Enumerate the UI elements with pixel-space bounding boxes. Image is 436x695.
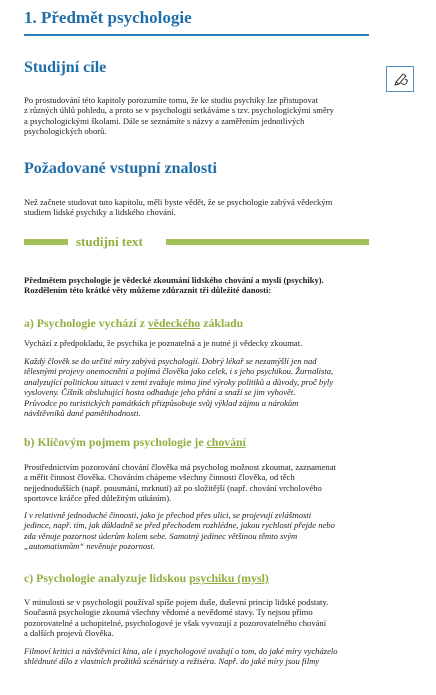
section-b-example-line-2: jedince, např. tím, jak důkladně se před přechodem rozhlédne, jakou rychlostí přejde nebo <box>24 520 335 531</box>
section-c-text <box>24 597 374 639</box>
section-c-example-line-2: shlédnuté dílo z vlastních prožitků scénáristy a režiséra. Např. do jaké míry jsou filmy <box>24 656 320 667</box>
study-text-bar-left <box>24 239 68 245</box>
section-b-text-line-1: Prostřednictvím pozorování chování člověka má psycholog možnost zkoumat, zaznamenat <box>24 462 336 472</box>
section-b-heading <box>24 435 246 450</box>
section-c-example <box>24 646 374 667</box>
section-a-example-line-2: tělesnými projevy onemocnění a pojímá člověka jako celek, i s jeho psychikou. Žurnalista, <box>24 366 334 377</box>
section-b-text-line-2: a měřit činnost člověka. Chováním chápeme všechny činnosti člověka, od těch <box>24 472 295 483</box>
prereq-line-2: studiem lidské psychiky a lidského chování. <box>24 207 176 218</box>
section-c-text-line-4: a dalších projevů člověka. <box>24 628 114 639</box>
goals-paragraph <box>24 95 369 137</box>
chapter-title-rule <box>24 34 369 36</box>
section-b-text <box>24 462 374 504</box>
intro-line-2: Rozdělením této krátké věty můžeme zdůraznit tři důležité danosti: <box>24 285 272 296</box>
chapter-title: 1. Předmět psychologie <box>24 8 192 27</box>
section-a-example-line-5: Průvodce po turistických památkách přizpůsobuje svůj výklad zájmu a nárokům <box>24 397 299 408</box>
section-c-heading <box>24 571 269 586</box>
intro-line-1: Předmětem psychologie je vědecké zkoumání lidského chování a mysli (psychiky). <box>24 275 324 285</box>
section-a-example-line-3: analyzující politickou situaci v zemi zvažuje mimo jiné výroky politiků a důvody, proč byly <box>24 376 334 387</box>
section-b-example <box>24 510 374 552</box>
section-b-example-line-1: I v relativně jednoduché činnosti, jako je přechod přes ulici, se projevují zvláštnosti <box>24 510 312 520</box>
prerequisites-paragraph <box>24 197 369 218</box>
section-c-example-line-1: Filmoví kritici a návštěvníci kina, ale i psychologové uvažují o tom, do jaké míry vycházelo <box>24 646 338 656</box>
section-b-heading-prefix: b) Klíčovým pojmem psychologie je <box>24 435 207 449</box>
section-a-heading-prefix: a) Psychologie vychází z <box>24 316 148 330</box>
section-c-text-line-3: pozorovatelné a uchopitelné, psychologové je však vyvozují z pozorovatelného chování <box>24 617 327 628</box>
section-c-heading-prefix: c) Psychologie analyzuje lidskou <box>24 571 190 585</box>
section-a-heading-suffix: základu <box>200 316 244 330</box>
goals-line-3: a psychologickými školami. Dále se seznámíte s názvy a zaměřením jednotlivých <box>24 115 305 126</box>
section-b-heading-link[interactable]: chování <box>206 435 246 449</box>
prerequisites-heading: Požadované vstupní znalosti <box>24 160 217 177</box>
section-b-example-line-4: „automatismům“ nevěnuje pozornost. <box>24 541 156 552</box>
goals-line-1: Po prostudování této kapitoly porozumíte tomu, že ke studiu psychiky lze přistupovat <box>24 95 319 105</box>
section-a-example <box>24 356 374 418</box>
intro-paragraph <box>24 275 374 296</box>
note-icon-box <box>386 66 414 92</box>
study-text-label: studijní text <box>76 234 143 249</box>
section-a-heading <box>24 316 243 331</box>
study-text-bar-right <box>166 239 369 245</box>
section-a-example-line-4: vysloveny. Číšník obsluhující hosta odhaduje jeho přání a snaží se jim vyhovět. <box>24 387 296 398</box>
section-b-text-line-4: sportovce kráčce před důležitým utkáním). <box>24 493 172 504</box>
section-c-heading-link[interactable]: psychiku (mysl) <box>189 571 269 585</box>
section-a-example-line-6: návštěvníků dané pamětihodnosti. <box>24 408 141 419</box>
pencil-hand-icon <box>387 67 413 91</box>
section-b-text-line-3: nejjednodušších (např. pousmání, mrknutí) až po složitější (např. chování vrcholového <box>24 482 322 493</box>
section-c-text-line-2: Současná psychologie zkoumá všechny vědomé a nevědomé stavy. Ty nejsou přímo <box>24 607 313 618</box>
prereq-line-1: Než začnete studovat tuto kapitolu, měli byste vědět, že se psychologie zabývá vědeckým <box>24 197 333 207</box>
section-a-heading-link[interactable]: vědeckého <box>147 316 201 330</box>
section-a-example-line-1: Každý člověk se do určité míry zabývá psychologií. Dobrý lékař se nezamýšlí jen nad <box>24 356 317 366</box>
section-a-text: Vychází z předpokladu, že psychika je poznatelná a je nutné ji vědecky zkoumat. <box>24 338 303 348</box>
goals-line-2: z různých úhlů pohledu, a proto se v psychologii setkáváme s tzv. psychologickými směry <box>24 105 334 116</box>
goals-heading: Studijní cíle <box>24 59 107 76</box>
section-b-example-line-3: zda věnuje pozornost úderům kolem sebe. Samotný jedinec většinou těmto svým <box>24 530 298 541</box>
goals-line-4: psychologických oborů. <box>24 126 107 137</box>
section-c-text-line-1: V minulosti se v psychologii používal spíše pojem duše, duševní princip lidské podstaty. <box>24 597 329 607</box>
